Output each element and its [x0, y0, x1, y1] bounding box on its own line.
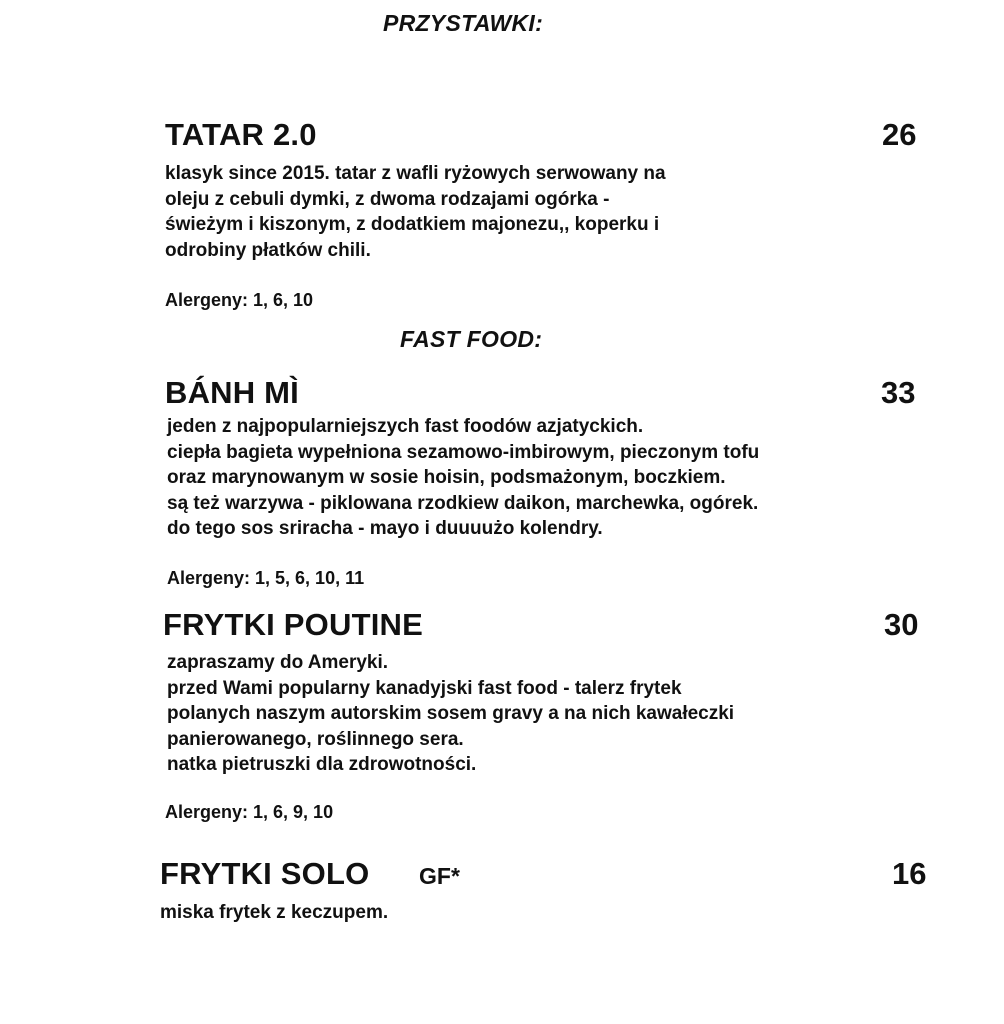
description-line: panierowanego, roślinnego sera.	[167, 728, 464, 750]
item-description	[167, 414, 759, 542]
item-allergens: Alergeny: 1, 5, 6, 10, 11	[167, 568, 365, 588]
description-line: do tego sos sriracha - mayo i duuuużo kolendry.	[167, 518, 603, 539]
item-allergens: Alergeny: 1, 6, 10	[165, 290, 314, 310]
item-description	[165, 161, 666, 263]
item-price: 26	[882, 117, 917, 152]
description-line: są też warzywa - piklowana rzodkiew daikon, marchewka, ogórek.	[167, 492, 759, 514]
description-line: świeżym i kiszonym, z dodatkiem majonezu,, koperku i	[165, 214, 660, 235]
description-line: odrobiny płatków chili.	[165, 239, 371, 261]
item-name: TATAR 2.0	[165, 117, 317, 152]
description-line: natka pietruszki dla zdrowotności.	[167, 754, 477, 775]
description-line: oraz marynowanym w sosie hoisin, podsmażonym, boczkiem.	[167, 467, 726, 488]
item-price: 30	[884, 607, 919, 642]
description-line: miska frytek z keczupem.	[160, 902, 389, 923]
item-name: FRYTKI SOLO	[160, 856, 370, 891]
item-price: 16	[892, 856, 927, 891]
item-name: FRYTKI POUTINE	[163, 607, 423, 642]
item-description	[167, 650, 734, 778]
item-description	[160, 900, 388, 926]
gluten-free-tag: GF*	[419, 863, 460, 889]
description-line: oleju z cebuli dymki, z dwoma rodzajami ogórka -	[165, 188, 610, 210]
description-line: polanych naszym autorskim sosem gravy a na nich kawałeczki	[167, 703, 735, 724]
item-allergens: Alergeny: 1, 6, 9, 10	[165, 802, 334, 822]
section-title-fast-food: FAST FOOD:	[400, 326, 543, 352]
description-line: jeden z najpopularniejszych fast foodów azjatyckich.	[167, 416, 644, 437]
item-name: BÁNH MÌ	[165, 375, 299, 410]
description-line: klasyk since 2015. tatar z wafli ryżowych serwowany na	[165, 163, 666, 184]
item-price: 33	[881, 375, 916, 410]
section-title-starters: PRZYSTAWKI:	[383, 10, 544, 36]
description-line: przed Wami popularny kanadyjski fast food - talerz frytek	[167, 677, 682, 699]
description-line: ciepła bagieta wypełniona sezamowo-imbirowym, pieczonym tofu	[167, 441, 760, 463]
description-line: zapraszamy do Ameryki.	[167, 652, 389, 673]
